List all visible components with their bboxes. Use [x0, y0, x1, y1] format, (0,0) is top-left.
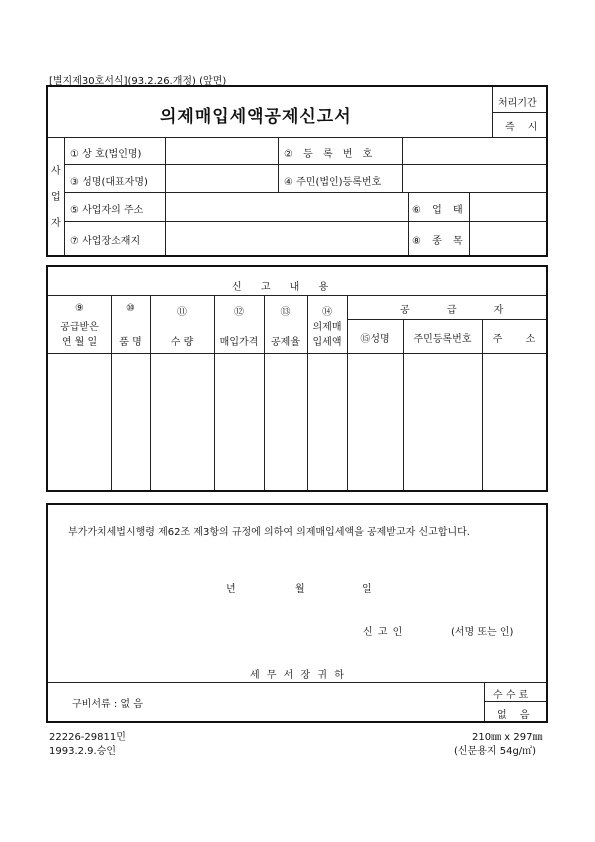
reporter-label: 신 고 인 — [363, 627, 403, 638]
report-table-body[interactable] — [48, 355, 546, 490]
form-code: 22226-29811민 — [49, 732, 126, 743]
representative-name-label: ③ 성명(대표자명) — [70, 177, 148, 188]
col17-label: 주 소 — [492, 334, 536, 345]
col10-label: 품 명 — [119, 337, 142, 348]
business-location-label: ⑦ 사업장소재지 — [70, 236, 141, 247]
paper-type: (신문용지 54g/㎡) — [454, 746, 537, 757]
representative-name-field[interactable] — [167, 166, 277, 191]
fee-value: 없 음 — [497, 710, 530, 721]
processing-period-value: 즉 시 — [505, 122, 538, 133]
col14-number: ⑭ — [322, 307, 332, 318]
side-label-2: 업 — [51, 192, 61, 203]
paper-size: 210㎜ x 297㎜ — [472, 732, 543, 743]
col12-number: ⑫ — [234, 307, 244, 318]
declaration-statement: 부가가치세법시행령 제62조 제3항의 규정에 의하여 의제매입세액을 공제받고자 신고합니다. — [68, 527, 470, 538]
date-month-label: 월 — [295, 584, 305, 595]
col10-number: ⑩ — [126, 303, 135, 314]
trade-name-label: ① 상 호(법인명) — [70, 149, 142, 160]
registration-number-label: ② 등 록 번 호 — [284, 149, 373, 160]
date-day-label: 일 — [362, 584, 372, 595]
resident-number-field[interactable] — [404, 166, 545, 191]
item-label: ⑧ 종 목 — [412, 236, 463, 247]
processing-period-label: 처리기간 — [498, 98, 537, 109]
col9-label-line2: 연 월 일 — [61, 337, 98, 348]
attachments-label: 구비서류 : 없 음 — [72, 699, 143, 710]
col9-label-line1: 공급받은 — [60, 322, 99, 333]
form-reference: [별지제30호서식](93.2.26.개정) (앞면) — [49, 76, 227, 87]
business-type-field[interactable] — [471, 194, 545, 220]
business-type-label: ⑥ 업 태 — [412, 205, 463, 216]
registration-number-field[interactable] — [404, 139, 545, 163]
col11-label: 수 량 — [170, 337, 194, 348]
col11-number: ⑪ — [177, 307, 187, 318]
fee-label: 수 수 료 — [493, 690, 529, 701]
business-location-field[interactable] — [167, 223, 407, 254]
side-label-1: 사 — [51, 166, 61, 177]
address-label: ⑤ 사업자의 주소 — [70, 205, 144, 216]
col15-label: ⑮성명 — [360, 334, 390, 345]
trade-name-field[interactable] — [167, 139, 277, 163]
side-label-3: 자 — [51, 218, 61, 229]
supplier-group-header: 공 급 자 — [400, 305, 504, 316]
col13-number: ⑬ — [280, 307, 291, 318]
date-year-label: 년 — [226, 584, 236, 595]
address-field[interactable] — [167, 194, 407, 220]
col14-label-line2: 입세액 — [312, 337, 342, 348]
item-field[interactable] — [471, 223, 545, 254]
col9-number: ⑨ — [75, 303, 84, 314]
col12-label: 매입가격 — [219, 337, 259, 348]
tax-office-addressee: 세 무 서 장 귀 하 — [250, 670, 344, 681]
col13-label: 공제율 — [271, 337, 300, 348]
col16-label: 주민등록번호 — [413, 334, 472, 345]
signature-label: (서명 또는 인) — [451, 627, 514, 638]
approval-date: 1993.2.9.승인 — [49, 746, 117, 757]
form-title: 의제매입세액공제신고서 — [160, 107, 352, 127]
col14-label-line1: 의제매 — [312, 322, 342, 333]
resident-number-label: ④ 주민(법인)등록번호 — [284, 177, 382, 188]
report-section-title: 신 고 내 용 — [232, 282, 329, 293]
